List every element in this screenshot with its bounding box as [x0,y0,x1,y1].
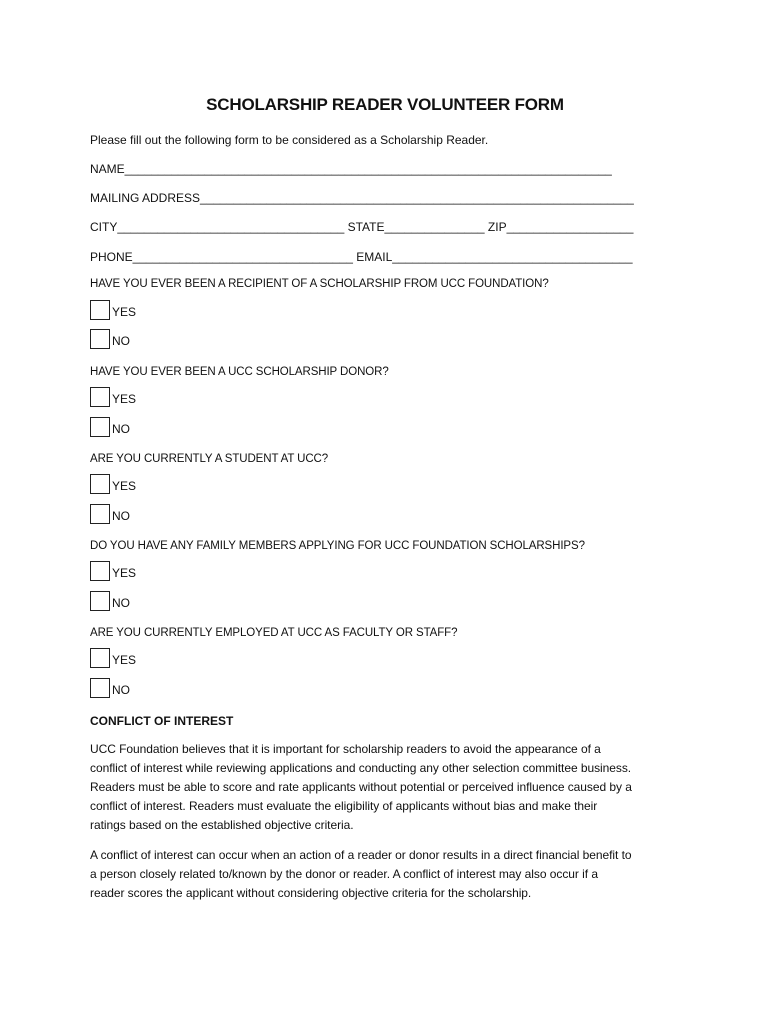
paragraph-line: Readers must be able to score and rate applicants without potential or perceived influence caused by a [90,780,632,794]
question-2-yes-checkbox[interactable] [90,387,110,407]
question-4-no-checkbox[interactable] [90,591,110,611]
question-1-yes-checkbox[interactable] [90,300,110,320]
paragraph-line: UCC Foundation believes that it is important for scholarship readers to avoid the appearance of a [90,742,601,756]
intro-text: Please fill out the following form to be considered as a Scholarship Reader. [90,133,489,147]
phone-email-field[interactable]: PHONE_________________________________ EMAIL____________________________________ [90,250,633,264]
question-2-text: HAVE YOU EVER BEEN A UCC SCHOLARSHIP DONOR? [90,366,389,378]
question-2-yes-label: YES [112,392,137,406]
question-3-no-checkbox[interactable] [90,504,110,524]
question-4-no-label: NO [112,596,130,610]
paragraph-line: A conflict of interest can occur when an action of a reader or donor results in a direct financial benefit to [90,848,632,862]
question-2-no-option[interactable] [90,416,130,438]
question-3-yes-label: YES [112,479,137,493]
question-1-yes-option[interactable] [90,299,136,321]
paragraph-line: conflict of interest. Readers must evaluate the eligibility of applicants without bias and make their [90,799,598,813]
question-1-yes-label: YES [112,305,137,319]
question-5-no-label: NO [112,683,130,697]
question-3-no-label: NO [112,509,130,523]
city-state-zip-field[interactable]: CITY__________________________________ STATE_______________ ZIP___________________ [90,220,634,234]
mailing-address-field[interactable]: MAILING ADDRESS_________________________________________________________________ [90,191,634,205]
question-5-no-option[interactable] [90,677,130,699]
question-4-no-option[interactable] [90,590,130,612]
question-1-no-option[interactable] [90,328,130,350]
question-4-text: DO YOU HAVE ANY FAMILY MEMBERS APPLYING FOR UCC FOUNDATION SCHOLARSHIPS? [90,540,585,552]
question-4-yes-checkbox[interactable] [90,561,110,581]
paragraph-line: reader scores the applicant without considering objective criteria for the scholarship. [90,886,532,900]
question-5-text: ARE YOU CURRENTLY EMPLOYED AT UCC AS FACULTY OR STAFF? [90,627,458,639]
question-3-text: ARE YOU CURRENTLY A STUDENT AT UCC? [90,453,329,465]
question-5-yes-option[interactable] [90,647,136,669]
paragraph-line: conflict of interest while reviewing applications and conducting any other selection committee business. [90,761,632,775]
name-field[interactable]: NAME_________________________________________________________________________ [90,162,612,176]
form-title: SCHOLARSHIP READER VOLUNTEER FORM [206,95,564,114]
paragraph-line: a person closely related to/known by the donor or reader. A conflict of interest may also occur if a [90,867,598,881]
question-1-no-label: NO [112,334,130,348]
question-5-no-checkbox[interactable] [90,678,110,698]
question-4-yes-option[interactable] [90,560,136,582]
conflict-paragraph-1 [90,740,690,835]
question-1-text: HAVE YOU EVER BEEN A RECIPIENT OF A SCHOLARSHIP FROM UCC FOUNDATION? [90,278,549,290]
question-2-yes-option[interactable] [90,386,136,408]
conflict-heading: CONFLICT OF INTEREST [90,714,234,728]
question-3-no-option[interactable] [90,503,130,525]
paragraph-line: ratings based on the established objective criteria. [90,818,354,832]
question-3-yes-checkbox[interactable] [90,474,110,494]
conflict-paragraph-2 [90,846,690,903]
question-2-no-checkbox[interactable] [90,417,110,437]
question-1-no-checkbox[interactable] [90,329,110,349]
question-2-no-label: NO [112,422,130,436]
question-5-yes-label: YES [112,653,137,667]
question-3-yes-option[interactable] [90,473,136,495]
question-5-yes-checkbox[interactable] [90,648,110,668]
question-4-yes-label: YES [112,566,137,580]
